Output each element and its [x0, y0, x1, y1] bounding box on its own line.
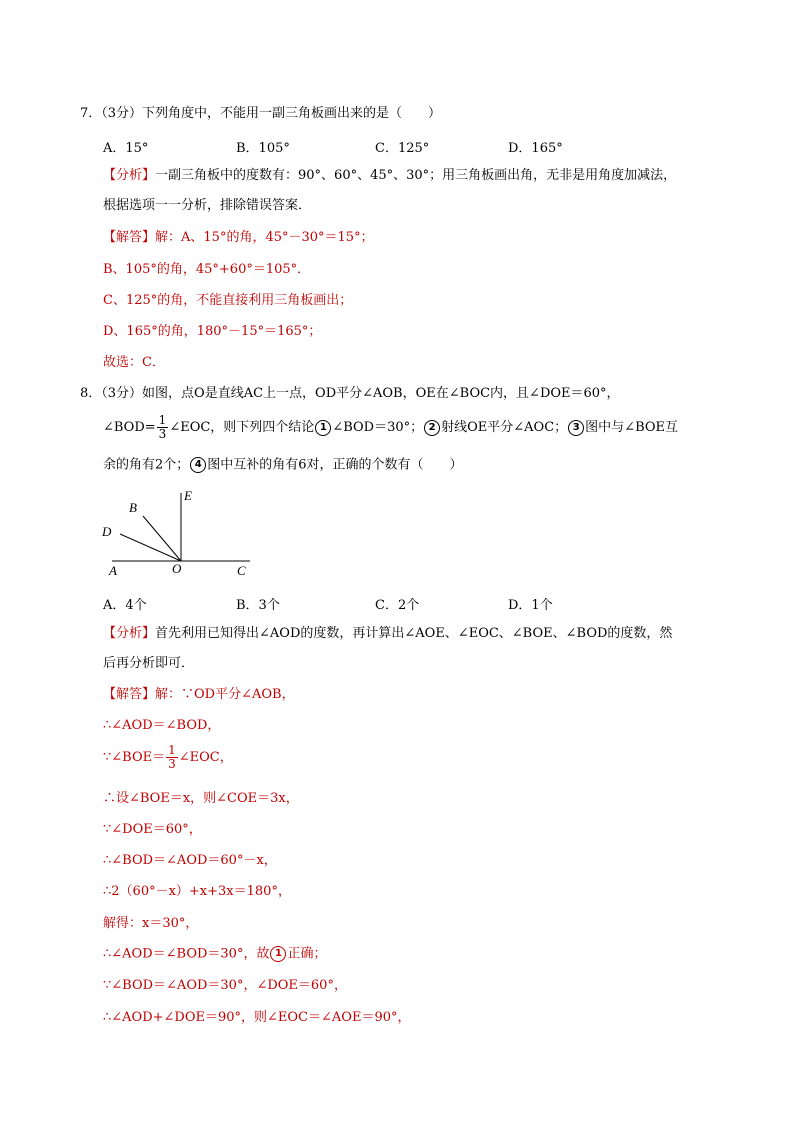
q8-analysis-text-1: 首先利用已知得出∠AOD的度数，再计算出∠AOE、∠EOC、∠BOE、∠BOD的度数，然: [155, 626, 673, 641]
q8-stem-3: [103, 457, 463, 474]
q8-option-b: B．3个: [236, 598, 280, 613]
q8-option-c: C．2个: [375, 598, 420, 613]
label-d: D: [102, 524, 112, 539]
q8-answer-9: [103, 946, 326, 963]
q7-stem: 7．（3分）下列角度中，不能用一副三角板画出来的是（ ）: [80, 106, 442, 121]
q8-analysis-2: 后再分析即可．: [103, 656, 195, 671]
q8-answer-text-1: 解：∵OD平分∠AOB，: [155, 687, 295, 702]
q8-stem-2-c3: 图中与∠BOE互: [585, 420, 679, 435]
q7-option-a: A．15°: [103, 141, 149, 156]
q8-analysis: [103, 626, 672, 642]
q7-option-d: D．165°: [508, 141, 563, 156]
q8-answer-tag: 【解答】: [103, 687, 156, 702]
q7-option-b: B．105°: [236, 141, 290, 156]
q8-stem-1: 8．（3分）如图，点O是直线AC上一点，OD平分∠AOB，OE在∠BOC内，且∠DOE＝60°，: [80, 386, 620, 401]
q8-answer-9-pre: ∴∠AOD＝∠BOD＝30°，故: [103, 946, 270, 962]
label-o: O: [172, 561, 182, 576]
circled-3-icon: 3: [568, 420, 584, 436]
circled-1-icon: 1: [315, 420, 331, 436]
q7-answer-text-1: 解：A、15°的角，45°－30°＝15°；: [155, 230, 374, 245]
q7-analysis-2: 根据选项一一分析，排除错误答案．: [103, 198, 312, 213]
circled-1-icon: 1: [270, 946, 286, 962]
q8-answer-2: ∴∠AOD＝∠BOD，: [103, 718, 221, 733]
q7-answer-tag: 【解答】: [103, 230, 156, 245]
q7-answer-1: [103, 230, 374, 246]
circled-2-icon: 2: [424, 420, 440, 436]
q8-answer-5: ∵∠DOE＝60°，: [103, 822, 202, 837]
q7-analysis-text-1: 一副三角板中的度数有：90°、60°、45°、30°；用三角板画出角，无非是用角度加减法，: [155, 168, 677, 183]
q8-stem-2-mid: ∠EOC，则下列四个结论: [169, 420, 315, 435]
q8-stem-fraction: $\frac{1}{3}$: [158, 413, 167, 441]
ray-ob: [143, 516, 181, 561]
circled-4-icon: 4: [190, 457, 206, 473]
label-a: A: [109, 563, 117, 578]
q8-option-a: A．4个: [103, 598, 147, 613]
q8-answer-3-pre: ∵∠BOE＝: [103, 750, 166, 765]
q8-stem-2-c2: 射线OE平分∠AOC；: [441, 420, 568, 435]
q8-answer-6: ∴∠BOD＝∠AOD＝60°－x，: [103, 853, 277, 868]
q8-answer-3: [103, 744, 233, 772]
q7-answer-4: D、165°的角，180°－15°＝165°；: [103, 324, 322, 339]
q8-answer-4: ∴设∠BOE＝x，则∠COE＝3x，: [103, 791, 299, 806]
q8-stem-2-c1: ∠BOD＝30°；: [332, 420, 424, 435]
q8-answer-11: ∴∠AOD+∠DOE＝90°，则∠EOC＝∠AOE＝90°，: [103, 1010, 411, 1025]
q8-analysis-tag: 【分析】: [103, 626, 156, 641]
q7-analysis: [103, 168, 676, 184]
q8-stem-2: [103, 414, 678, 442]
q8-answer-8: 解得：x＝30°，: [103, 916, 199, 931]
q8-stem-3-post: 图中互补的角有6对，正确的个数有（ ）: [207, 457, 463, 473]
label-c: C: [237, 563, 246, 578]
q8-stem-2-pre: ∠BOD=: [103, 420, 156, 435]
q8-answer-fraction: $\frac{1}{3}$: [168, 743, 176, 771]
q8-answer-10: ∵∠BOD＝∠AOD＝30°，∠DOE＝60°，: [103, 978, 347, 993]
ray-od: [120, 534, 181, 561]
q7-option-c: C．125°: [375, 141, 430, 156]
label-e: E: [184, 488, 192, 503]
label-b: B: [129, 500, 137, 515]
q8-answer-7: ∴2（60°－x）+x+3x＝180°，: [103, 884, 291, 899]
q7-analysis-tag: 【分析】: [103, 168, 156, 183]
q7-answer-2: B、105°的角，45°+60°＝105°．: [103, 262, 311, 277]
q7-answer-3: C、125°的角，不能直接利用三角板画出；: [103, 293, 353, 308]
angle-figure: [100, 488, 260, 580]
q8-answer-9-post: 正确；: [287, 946, 327, 962]
q7-answer-5: 故选：C．: [103, 355, 165, 370]
q8-answer-3-post: ∠EOC，: [178, 750, 233, 765]
q8-option-d: D．1个: [508, 598, 553, 613]
q8-answer-1: [103, 687, 295, 703]
q8-stem-3-pre: 余的角有2个；: [103, 457, 190, 473]
